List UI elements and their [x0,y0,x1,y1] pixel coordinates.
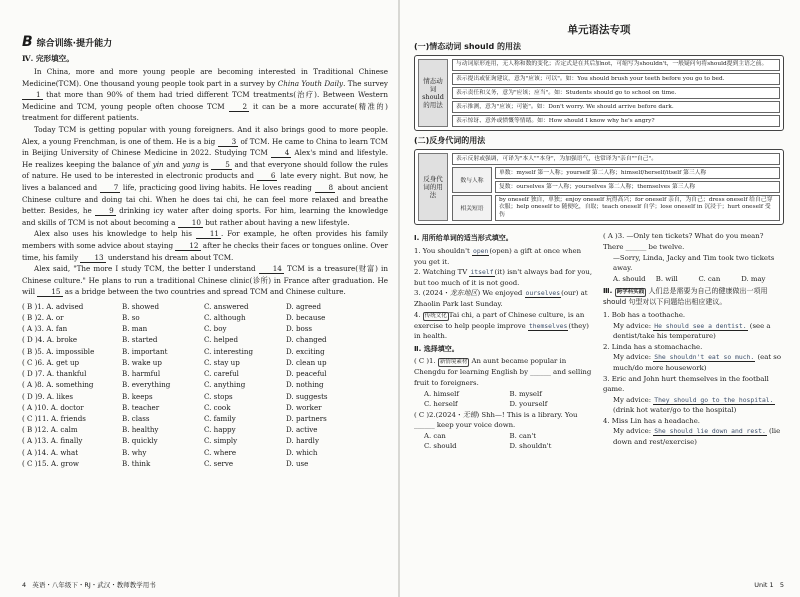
reflexive-usage-box [414,149,784,226]
option-row [22,413,388,424]
option-b[interactable]: B. keeps [122,391,153,401]
option-d[interactable]: D. partners [286,413,327,423]
option-a[interactable]: ( A )14. A. what [22,447,79,457]
exercise-1-heading: Ⅰ. 用所给单词的适当形式填空。 [414,234,513,243]
option-d[interactable]: D. nothing [286,380,324,390]
option-row [22,346,388,357]
exercise-3-heading: Ⅲ. 跨学科实践 人们总是需要为自己的健康做出一项用 should 句型对以下问题给出相应建议。 [603,287,768,307]
blank[interactable]: 3 [218,137,239,147]
option-d[interactable]: D. worker [286,402,322,412]
option-a[interactable]: ( C )6. A. get up [22,357,80,367]
cloze-paragraph-2: Today TCM is getting popular with young foreigners. And it also brings good to more people. Alex, a young Frenchman, is one of them. He is a big 3 of TCM. He came to China to learn TCM in Beijing University of Chinese Medicine in 2022. Studying TCM 4 Alex's mind and lifestyle. He realizes keeping the balance of yin and yang is 5 and that everyone should follow the rules of nature. He used to be interested in electronic products and 6 late every night. But now, he lives a balanced and 7 life, practicing good living habits. He loves reading 8 about ancient Chinese culture and doing tai chi. When he does tai chi, he can feel more relaxed and breathe better. Besides, he 9 drinking icy water after doing sports. For him, learning the knowledge and skills of TCM is not about becoming a 10 but rather about having a new lifestyle. [22,124,389,227]
advice-question: 4. Miss Lin has a headache. My advice: She should lie down and rest. (lie down and rest/exercise) [603,416,781,447]
option-a[interactable]: ( D )7. A. thankful [22,369,87,379]
should-rule: 表示惊讶、意外或愤慨等情绪。如：How should I know why he's angry? [452,115,780,127]
left-footer: 4 英语・八年级下・RJ・武汉・教师教学用书 [22,581,156,589]
part1-heading: (一)情态动词 should 的用法 [414,42,521,51]
option-c[interactable]: C. stops [204,391,233,401]
option-b[interactable]: B. class [122,413,150,423]
option-b[interactable]: B. important [122,346,168,356]
option-row [22,334,388,345]
option-row [22,301,388,312]
blank[interactable]: 13 [80,253,105,263]
option-row [22,312,388,323]
option-a[interactable]: ( C )11. A. friends [22,413,86,423]
option-d[interactable]: D. use [286,458,309,468]
section-header [22,34,388,50]
option-b[interactable]: B. so [122,313,140,323]
option-a[interactable]: ( A )10. A. doctor [22,402,84,412]
right-page [400,0,800,597]
option-d[interactable]: D. suggests [286,391,328,401]
advice-question: 2. Linda has a stomachache. My advice: She shouldn't eat so much. (eat so much/do more housework) [603,342,781,372]
fill-question: 3. (2024・龙东地区) We enjoyed ourselves(our) at Zhaolin Park last Sunday. [414,289,588,308]
option-d[interactable]: D. which [286,447,318,457]
option-c[interactable]: C. where [204,447,237,457]
option-c[interactable]: C. anything [204,380,246,390]
option-b[interactable]: B. started [122,335,158,345]
option-a[interactable]: ( B )2. A. or [22,313,64,323]
option-b[interactable]: B. wake up [122,357,162,367]
fill-question: 1. You shouldn't open(open) a gift at once when you get it. [414,246,582,266]
option-row [22,435,388,446]
cloze-paragraph-4: Alex said, "The more I study TCM, the better I understand 14 TCM is a treasure(财富) in Chinese culture." He plans to run a traditional Chinese clinic(诊所) in France after graduation. He will 15 as a bridge between the two countries and spread TCM and Chinese culture. [22,264,388,297]
option-d[interactable]: D. agreed [286,301,322,311]
option-d[interactable]: D. clean up [286,357,327,367]
advice-question: 3. Eric and John hurt themselves in the football game. My advice: They should go to the hospital. (drink hot water/go to the hospital) [603,374,774,415]
option-a[interactable]: ( B )1. A. advised [22,301,84,311]
option-row [22,402,388,413]
option-b[interactable]: B. teacher [122,402,160,412]
option-c[interactable]: C. helped [204,335,238,345]
option-row [22,424,388,435]
exercise-column-left [414,231,595,452]
cloze-paragraph-1: In China, more and more young people are becoming interested in Traditional Chinese Medicine(TCM). One thousand young people took part in a survey by China Youth Daily. The survey 1 that more than 90% of them had tried different TCM treatments(治疗). Between Western Medicine and TCM, young people often choose TCM 2 it can be a more accurate(精准的) treatment for different patients. [22,67,388,123]
phrases-label: 相关短语 [452,195,492,222]
blank[interactable]: 11 [196,229,221,239]
should-usage-box [414,55,784,131]
left-page [0,0,398,597]
blank[interactable]: 15 [37,287,62,297]
advice-question: 1. Bob has a toothache. My advice: He should see a dentist. (see a dentist/take his temperature) [603,310,771,341]
blank[interactable]: 6 [257,171,278,181]
option-row [22,391,388,402]
reflexive-form-row: 单数：myself 第一人称；yourself 第二人称；himself/herself/itself 第三人称 [495,167,780,179]
option-c[interactable]: C. answered [204,301,249,311]
blank[interactable]: 8 [315,183,336,193]
option-d[interactable]: D. because [286,313,326,323]
blank[interactable]: 4 [271,148,292,158]
option-row [22,368,388,379]
option-b[interactable]: B. why [122,447,147,457]
blank[interactable]: 7 [100,183,121,193]
reflexive-form-row: 复数：ourselves 第一人称；yourselves 第二人称；themselves 第三人称 [495,181,780,193]
grammar-title: 单元语法专项 [567,24,631,36]
should-side-label: 情态动词should的用法 [418,59,448,127]
option-c[interactable]: C. cook [204,402,231,412]
exercise-column-right [603,231,784,452]
option-c[interactable]: C. simply [204,436,238,446]
option-c[interactable]: C. careful [204,369,239,379]
option-b[interactable]: B. man [122,324,148,334]
option-c[interactable]: C. serve [204,458,234,468]
option-a[interactable]: ( C )15. A. grow [22,458,79,468]
blank[interactable]: 14 [259,264,284,274]
option-d[interactable]: D. hardly [286,436,319,446]
option-row [22,447,388,458]
blank[interactable]: 9 [95,206,116,216]
blank[interactable]: 5 [211,160,232,170]
fill-question: 2. Watching TV itself(it) isn't always bad for you, but too much of it is not good. [414,268,593,287]
option-row [22,357,388,368]
reflexive-rule: 表示反射或强调，可译为"本人""本身"，为加强语气，也常译为"亲自""自己"。 [452,153,780,165]
choice-question: ( A )3. —Only ten tickets? What do you mean? There ______ be twelve. —Sorry, Linda, Jacky and Tim took two tickets away. A. should B. will C. can D. may [603,232,775,283]
option-c[interactable]: C. although [204,313,246,323]
option-b[interactable]: B. quickly [122,436,158,446]
option-a[interactable]: ( A )13. A. finally [22,436,83,446]
option-a[interactable]: ( B )5. A. impossible [22,346,95,356]
blank[interactable]: 10 [178,218,203,228]
blank[interactable]: 1 [22,90,43,100]
cloze-heading: Ⅳ. 完形填空。 [22,54,74,63]
option-b[interactable]: B. showed [122,301,160,311]
option-c[interactable]: C. stay up [204,357,240,367]
should-rule: 表示提出或征询建议，意为"应该；可以"。如：You should brush your teeth before you go to bed. [452,73,780,85]
should-rule: 与动词原形连用，无人称和数的变化；否定式是在其后加not，可缩写为shouldn't，一般疑问句将should提到主语之前。 [452,59,780,71]
option-a[interactable]: ( A )3. A. fan [22,324,68,334]
option-d[interactable]: D. peaceful [286,369,327,379]
option-c[interactable]: C. family [204,413,236,423]
option-a[interactable]: ( D )9. A. likes [22,391,74,401]
option-d[interactable]: D. boss [286,324,313,334]
fill-question: 4. 传统文化 Tai chi, a part of Chinese culture, is an exercise to help people improve themselves(they) in health. [414,310,589,341]
option-d[interactable]: D. changed [286,335,327,345]
cloze-paragraph-3: Alex also uses his knowledge to help his 11 . For example, he often provides his family members with some advice about staying 12 after he checks their faces or tongues online. Over time, his family 13 understand his dream about TCM. [22,229,389,262]
option-row [22,379,388,390]
should-rule: 表示责任和义务，意为"应该；应当"。如：Students should go to school on time. [452,87,780,99]
part2-heading: (二)反身代词的用法 [414,135,486,145]
choice-question: ( C )2.(2024・无锡) Shh—! This is a library. You ______ keep your voice down. A. can B. can't C. should D. shouldn't [414,410,578,451]
section-title: 综合训练·提升能力 [36,38,113,49]
reflexive-side-label: 反身代词的用法 [418,153,448,222]
reflexive-phrases: by oneself 独自，单独；enjoy oneself 玩得高兴；for oneself 亲自，为自己；dress oneself 给自己穿衣服；help oneself to 随便吃，自取；teach oneself 自学；lose oneself in 沉浸于；hurt oneself 受伤 [495,195,780,222]
section-letter: B [22,34,33,50]
blank[interactable]: 12 [175,241,200,251]
option-c[interactable]: C. happy [204,425,236,435]
option-c[interactable]: C. boy [204,324,227,334]
choice-question: ( C )1. 新情境素材 An aunt became popular in Chengdu for learning English by ______ and selling fruit to foreigners. A. himself B. myself C. herself D. yourself [414,357,592,409]
option-a[interactable]: ( B )12. A. calm [22,425,78,435]
option-row [22,458,388,469]
should-rule: 表示推测，意为"应该；可能"。如：Don't worry. We should arrive before dark. [452,101,780,113]
right-footer: Unit 1 5 [754,581,784,589]
option-c[interactable]: C. interesting [204,346,254,356]
option-d[interactable]: D. exciting [286,346,325,356]
option-b[interactable]: B. harmful [122,369,161,379]
number-person-label: 数与人称 [452,167,492,193]
option-b[interactable]: B. healthy [122,425,159,435]
options-list [22,301,388,469]
option-a[interactable]: ( D )4. A. broke [22,335,78,345]
option-d[interactable]: D. active [286,425,318,435]
option-row [22,323,388,334]
option-b[interactable]: B. think [122,458,151,468]
blank[interactable]: 2 [229,102,250,112]
exercise-2-heading: Ⅱ. 选择填空。 [414,344,459,353]
option-a[interactable]: ( A )8. A. something [22,380,94,390]
option-b[interactable]: B. everything [122,380,171,390]
